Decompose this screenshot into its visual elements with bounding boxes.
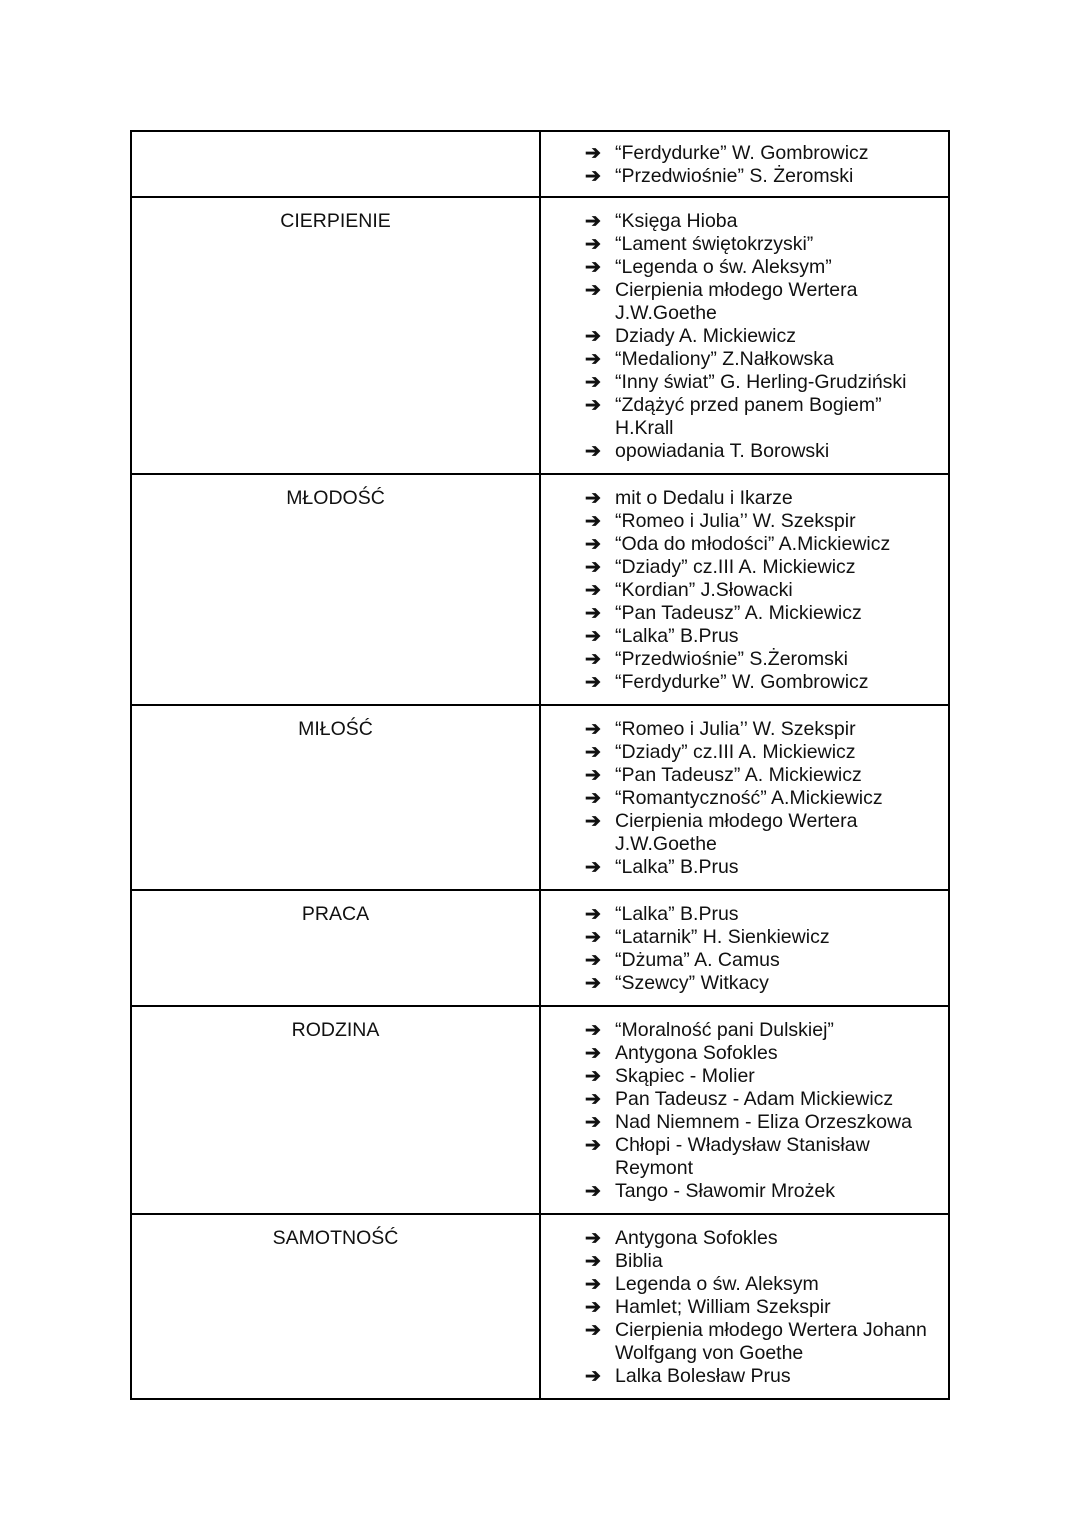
- work-title: “Romeo i Julia’’ W. Szekspir: [615, 510, 856, 532]
- arrow-bullet-icon: ➔: [585, 395, 601, 416]
- arrow-bullet-icon: ➔: [585, 719, 601, 740]
- arrow-bullet-icon: ➔: [585, 372, 601, 393]
- arrow-bullet-icon: ➔: [585, 765, 601, 786]
- table-row: [131, 474, 949, 705]
- list-item: [585, 1088, 940, 1111]
- list-item: [585, 1065, 940, 1088]
- list-item: [585, 1250, 940, 1273]
- arrow-bullet-icon: ➔: [585, 257, 601, 278]
- work-title: “Lalka” B.Prus: [615, 856, 739, 878]
- work-title: Biblia: [615, 1250, 663, 1272]
- arrow-bullet-icon: ➔: [585, 904, 601, 925]
- list-item: [585, 671, 940, 694]
- work-title: Lalka Bolesław Prus: [615, 1365, 791, 1387]
- work-title: “Medaliony” Z.Nałkowska: [615, 348, 834, 370]
- work-title: Antygona Sofokles: [615, 1227, 778, 1249]
- topic-cell: SAMOTNOŚĆ: [131, 1214, 540, 1399]
- arrow-bullet-icon: ➔: [585, 441, 601, 462]
- arrow-bullet-icon: ➔: [585, 166, 601, 187]
- topic-cell: MIŁOŚĆ: [131, 705, 540, 890]
- list-item: [585, 1134, 940, 1180]
- arrow-bullet-icon: ➔: [585, 1297, 601, 1318]
- list-item: [585, 510, 940, 533]
- list-item: [585, 1180, 940, 1203]
- topic-cell: MŁODOŚĆ: [131, 474, 540, 705]
- work-title: “Księga Hioba: [615, 210, 738, 232]
- work-title: “Zdążyć przed panem Bogiem” H.Krall: [615, 394, 882, 439]
- arrow-bullet-icon: ➔: [585, 349, 601, 370]
- works-list: [585, 718, 940, 879]
- work-title: “Lament świętokrzyski”: [615, 233, 814, 255]
- work-title: “Dziady” cz.III A. Mickiewicz: [615, 556, 856, 578]
- arrow-bullet-icon: ➔: [585, 742, 601, 763]
- list-item: [585, 210, 940, 233]
- work-title: Skąpiec - Molier: [615, 1065, 755, 1087]
- work-title: “Oda do młodości” A.Mickiewicz: [615, 533, 891, 555]
- arrow-bullet-icon: ➔: [585, 973, 601, 994]
- arrow-bullet-icon: ➔: [585, 1320, 601, 1341]
- table-row: [131, 197, 949, 474]
- list-item: [585, 1042, 940, 1065]
- list-item: [585, 142, 940, 165]
- works-list: [585, 487, 940, 694]
- works-cell: [540, 705, 949, 890]
- arrow-bullet-icon: ➔: [585, 234, 601, 255]
- work-title: Cierpienia młodego Wertera J.W.Goethe: [615, 810, 858, 855]
- list-item: [585, 348, 940, 371]
- arrow-bullet-icon: ➔: [585, 1066, 601, 1087]
- arrow-bullet-icon: ➔: [585, 488, 601, 509]
- work-title: mit o Dedalu i Ikarze: [615, 487, 793, 509]
- work-title: “Lalka” B.Prus: [615, 903, 739, 925]
- arrow-bullet-icon: ➔: [585, 950, 601, 971]
- list-item: [585, 810, 940, 856]
- list-item: [585, 487, 940, 510]
- list-item: [585, 440, 940, 463]
- work-title: “Inny świat” G. Herling-Grudziński: [615, 371, 907, 393]
- list-item: [585, 533, 940, 556]
- work-title: Pan Tadeusz - Adam Mickiewicz: [615, 1088, 894, 1110]
- arrow-bullet-icon: ➔: [585, 1112, 601, 1133]
- works-cell: [540, 197, 949, 474]
- arrow-bullet-icon: ➔: [585, 672, 601, 693]
- table-row: [131, 131, 949, 197]
- list-item: [585, 165, 940, 188]
- arrow-bullet-icon: ➔: [585, 1089, 601, 1110]
- work-title: “Pan Tadeusz” A. Mickiewicz: [615, 764, 862, 786]
- arrow-bullet-icon: ➔: [585, 326, 601, 347]
- list-item: [585, 371, 940, 394]
- work-title: “Romeo i Julia’’ W. Szekspir: [615, 718, 856, 740]
- arrow-bullet-icon: ➔: [585, 1228, 601, 1249]
- arrow-bullet-icon: ➔: [585, 626, 601, 647]
- work-title: Legenda o św. Aleksym: [615, 1273, 819, 1295]
- work-title: “Lalka” B.Prus: [615, 625, 739, 647]
- work-title: opowiadania T. Borowski: [615, 440, 830, 462]
- topic-cell: PRACA: [131, 890, 540, 1006]
- work-title: “Kordian” J.Słowacki: [615, 579, 793, 601]
- list-item: [585, 903, 940, 926]
- work-title: Tango - Sławomir Mrożek: [615, 1180, 835, 1202]
- works-cell: [540, 131, 949, 197]
- list-item: [585, 718, 940, 741]
- list-item: [585, 1365, 940, 1388]
- works-list: [585, 903, 940, 995]
- list-item: [585, 602, 940, 625]
- work-title: “Szewcy” Witkacy: [615, 972, 769, 994]
- work-title: Dziady A. Mickiewicz: [615, 325, 796, 347]
- list-item: [585, 1227, 940, 1250]
- list-item: [585, 325, 940, 348]
- topics-table: [130, 130, 950, 1400]
- works-cell: [540, 1214, 949, 1399]
- list-item: [585, 1019, 940, 1042]
- list-item: [585, 741, 940, 764]
- arrow-bullet-icon: ➔: [585, 211, 601, 232]
- list-item: [585, 279, 940, 325]
- topic-cell: CIERPIENIE: [131, 197, 540, 474]
- topics-table-body: [131, 131, 949, 1399]
- work-title: Chłopi - Władysław Stanisław Reymont: [615, 1134, 870, 1179]
- list-item: [585, 625, 940, 648]
- work-title: “Moralność pani Dulskiej”: [615, 1019, 834, 1041]
- works-list: [585, 210, 940, 463]
- list-item: [585, 1273, 940, 1296]
- work-title: “Dżuma” A. Camus: [615, 949, 780, 971]
- work-title: “Dziady” cz.III A. Mickiewicz: [615, 741, 856, 763]
- work-title: Cierpienia młodego Wertera Johann Wolfgang von Goethe: [615, 1319, 927, 1364]
- work-title: “Pan Tadeusz” A. Mickiewicz: [615, 602, 862, 624]
- list-item: [585, 394, 940, 440]
- works-cell: [540, 1006, 949, 1214]
- arrow-bullet-icon: ➔: [585, 649, 601, 670]
- list-item: [585, 926, 940, 949]
- works-list: [585, 142, 940, 188]
- arrow-bullet-icon: ➔: [585, 927, 601, 948]
- arrow-bullet-icon: ➔: [585, 1274, 601, 1295]
- works-cell: [540, 890, 949, 1006]
- work-title: Cierpienia młodego Wertera J.W.Goethe: [615, 279, 858, 324]
- arrow-bullet-icon: ➔: [585, 1135, 601, 1156]
- arrow-bullet-icon: ➔: [585, 280, 601, 301]
- table-row: [131, 705, 949, 890]
- arrow-bullet-icon: ➔: [585, 1251, 601, 1272]
- table-row: [131, 890, 949, 1006]
- work-title: “Ferdydurke” W. Gombrowicz: [615, 671, 869, 693]
- arrow-bullet-icon: ➔: [585, 603, 601, 624]
- work-title: “Romantyczność” A.Mickiewicz: [615, 787, 883, 809]
- arrow-bullet-icon: ➔: [585, 1366, 601, 1387]
- works-list: [585, 1227, 940, 1388]
- arrow-bullet-icon: ➔: [585, 857, 601, 878]
- work-title: “Legenda o św. Aleksym”: [615, 256, 832, 278]
- arrow-bullet-icon: ➔: [585, 580, 601, 601]
- list-item: [585, 1111, 940, 1134]
- work-title: Nad Niemnem - Eliza Orzeszkowa: [615, 1111, 912, 1133]
- arrow-bullet-icon: ➔: [585, 557, 601, 578]
- work-title: “Latarnik” H. Sienkiewicz: [615, 926, 830, 948]
- arrow-bullet-icon: ➔: [585, 511, 601, 532]
- topic-cell: [131, 131, 540, 197]
- list-item: [585, 764, 940, 787]
- arrow-bullet-icon: ➔: [585, 1043, 601, 1064]
- list-item: [585, 648, 940, 671]
- work-title: “Przedwiośnie” S. Żeromski: [615, 165, 854, 187]
- topic-cell: RODZINA: [131, 1006, 540, 1214]
- list-item: [585, 1296, 940, 1319]
- work-title: Antygona Sofokles: [615, 1042, 778, 1064]
- list-item: [585, 972, 940, 995]
- list-item: [585, 233, 940, 256]
- list-item: [585, 949, 940, 972]
- list-item: [585, 856, 940, 879]
- arrow-bullet-icon: ➔: [585, 1181, 601, 1202]
- arrow-bullet-icon: ➔: [585, 1020, 601, 1041]
- works-list: [585, 1019, 940, 1203]
- list-item: [585, 787, 940, 810]
- table-row: [131, 1214, 949, 1399]
- table-row: [131, 1006, 949, 1214]
- arrow-bullet-icon: ➔: [585, 788, 601, 809]
- work-title: “Przedwiośnie” S.Żeromski: [615, 648, 848, 670]
- works-cell: [540, 474, 949, 705]
- arrow-bullet-icon: ➔: [585, 811, 601, 832]
- list-item: [585, 256, 940, 279]
- arrow-bullet-icon: ➔: [585, 534, 601, 555]
- list-item: [585, 556, 940, 579]
- arrow-bullet-icon: ➔: [585, 143, 601, 164]
- list-item: [585, 579, 940, 602]
- work-title: Hamlet; William Szekspir: [615, 1296, 831, 1318]
- list-item: [585, 1319, 940, 1365]
- work-title: “Ferdydurke” W. Gombrowicz: [615, 142, 869, 164]
